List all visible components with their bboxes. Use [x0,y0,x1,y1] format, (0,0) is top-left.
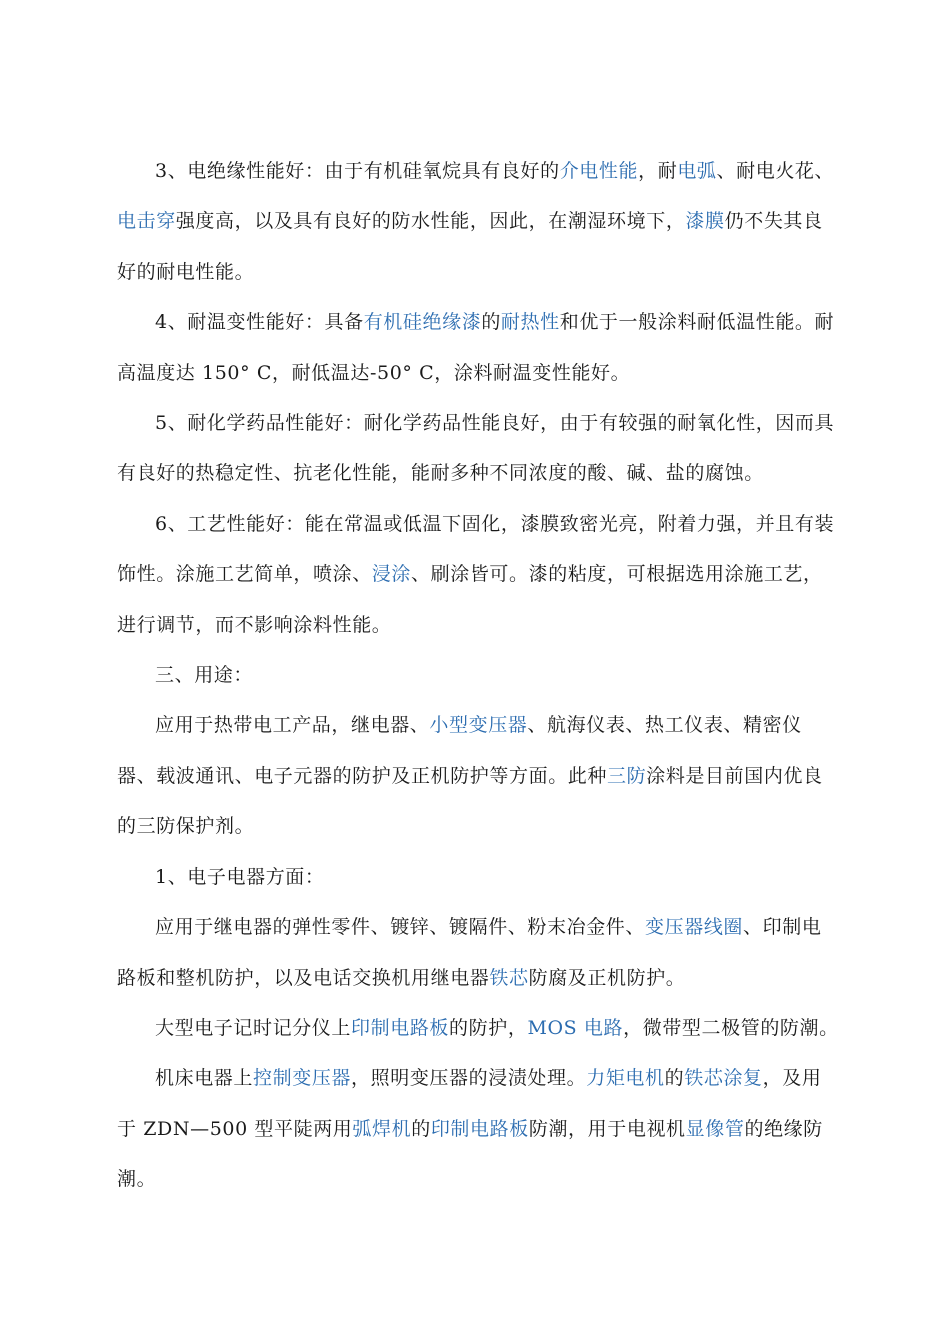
paragraph-p3 [117,146,840,297]
text-segment: 、耐电火花、 [716,160,835,182]
paragraph-p5 [117,398,840,499]
text-link[interactable]: 漆膜 [685,210,725,233]
text-segment: 5、耐化学药品性能好：耐化学药品性能良好，由于有较强的耐氧化性，因而具有良好的热稳定性、抗老化性能，能耐多种不同浓度的酸、碱、盐的腐蚀。 [117,412,835,485]
text-link[interactable]: 电弧 [677,160,717,182]
text-link[interactable]: 印制电路板 [430,1117,529,1140]
text-segment: 、印制电路板和整机防护，以及电话交换机用继电器 [117,916,822,989]
text-link[interactable]: 显像管 [685,1117,745,1140]
text-link[interactable]: 印制电路板 [351,1016,450,1039]
text-link[interactable]: 控制变压器 [253,1067,352,1090]
text-link[interactable]: 小型变压器 [429,714,528,737]
text-segment: ，及用于 ZDN—500 型平陡两用 [117,1067,822,1140]
text-segment: ，耐 [638,160,678,182]
text-link[interactable]: 铁芯涂复 [684,1067,763,1090]
text-segment: 的 [411,1117,431,1140]
paragraph-p-relay [117,902,840,1003]
text-segment: 的防护， [449,1016,528,1039]
paragraph-p-machine [117,1053,840,1204]
text-link[interactable]: 有机硅绝缘漆 [363,311,482,334]
text-link[interactable]: 弧焊机 [352,1117,412,1140]
text-segment: 3、电绝缘性能好：由于有机硅氧烷具有良好的 [155,160,560,182]
text-segment: 的 [481,311,501,334]
text-segment: ，照明变压器的浸渍处理。 [351,1067,587,1090]
text-link[interactable]: 铁芯 [489,966,529,989]
text-segment: 的绝缘防潮。 [117,1117,823,1191]
text-segment: 1、电子电器方面： [155,865,325,888]
paragraph-p6 [117,499,840,650]
text-segment: 涂料是目前国内优良的三防保护剂。 [117,764,823,838]
paragraph-h3 [117,650,840,700]
text-segment: 强度高，以及具有良好的防水性能，因此，在潮湿环境下， [175,210,686,233]
text-segment: 应用于热带电工产品，继电器、 [155,714,430,737]
text-link[interactable]: 浸涂 [371,563,412,586]
text-segment: 防腐及正机防护。 [528,966,686,989]
text-segment: 应用于继电器的弹性零件、镀锌、镀隔件、粉末冶金件、 [155,916,646,939]
text-link[interactable]: 耐热性 [500,311,560,334]
text-segment: 三、用途： [155,664,254,687]
text-link[interactable]: 三防 [607,764,647,787]
text-link[interactable]: 介电性能 [559,160,639,182]
paragraph-p4 [117,297,840,398]
text-segment: 防潮，用于电视机 [528,1117,686,1140]
text-segment: 6、工艺性能好：能在常温或低温下固化，漆膜致密光亮，附着力强，并且有装饰性。涂施工艺简单，喷涂、 [117,512,835,586]
text-link[interactable]: 变压器线圈 [645,916,744,939]
paragraph-h-1 [117,852,840,902]
text-segment: 机床电器上 [155,1067,254,1090]
text-segment: 、刷涂皆可。漆的粘度，可根据选用涂施工艺，进行调节，而不影响涂料性能。 [117,563,823,636]
paragraph-p-use [117,700,840,851]
text-segment: 大型电子记时记分仪上 [155,1016,352,1039]
text-segment: ，微带型二极管的防潮。 [623,1016,839,1039]
text-segment: 、航海仪表、热工仪表、精密仪器、载波通讯、电子元器的防护及正机防护等方面。此种 [117,714,802,787]
text-link[interactable]: 力矩电机 [586,1067,665,1090]
text-segment: 和优于一般涂料耐低温性能。耐高温度达 150° C，耐低温达-50° C，涂料耐温变性能好。 [117,311,835,384]
text-link[interactable]: 电击穿 [117,210,176,233]
text-segment: 4、耐温变性能好：具备 [155,311,364,334]
text-link[interactable]: MOS 电路 [527,1016,624,1039]
paragraph-p-timer [117,1003,840,1053]
document-body [117,146,840,1205]
text-segment: 仍不失其良好的耐电性能。 [117,210,823,283]
text-segment: 的 [664,1067,685,1090]
